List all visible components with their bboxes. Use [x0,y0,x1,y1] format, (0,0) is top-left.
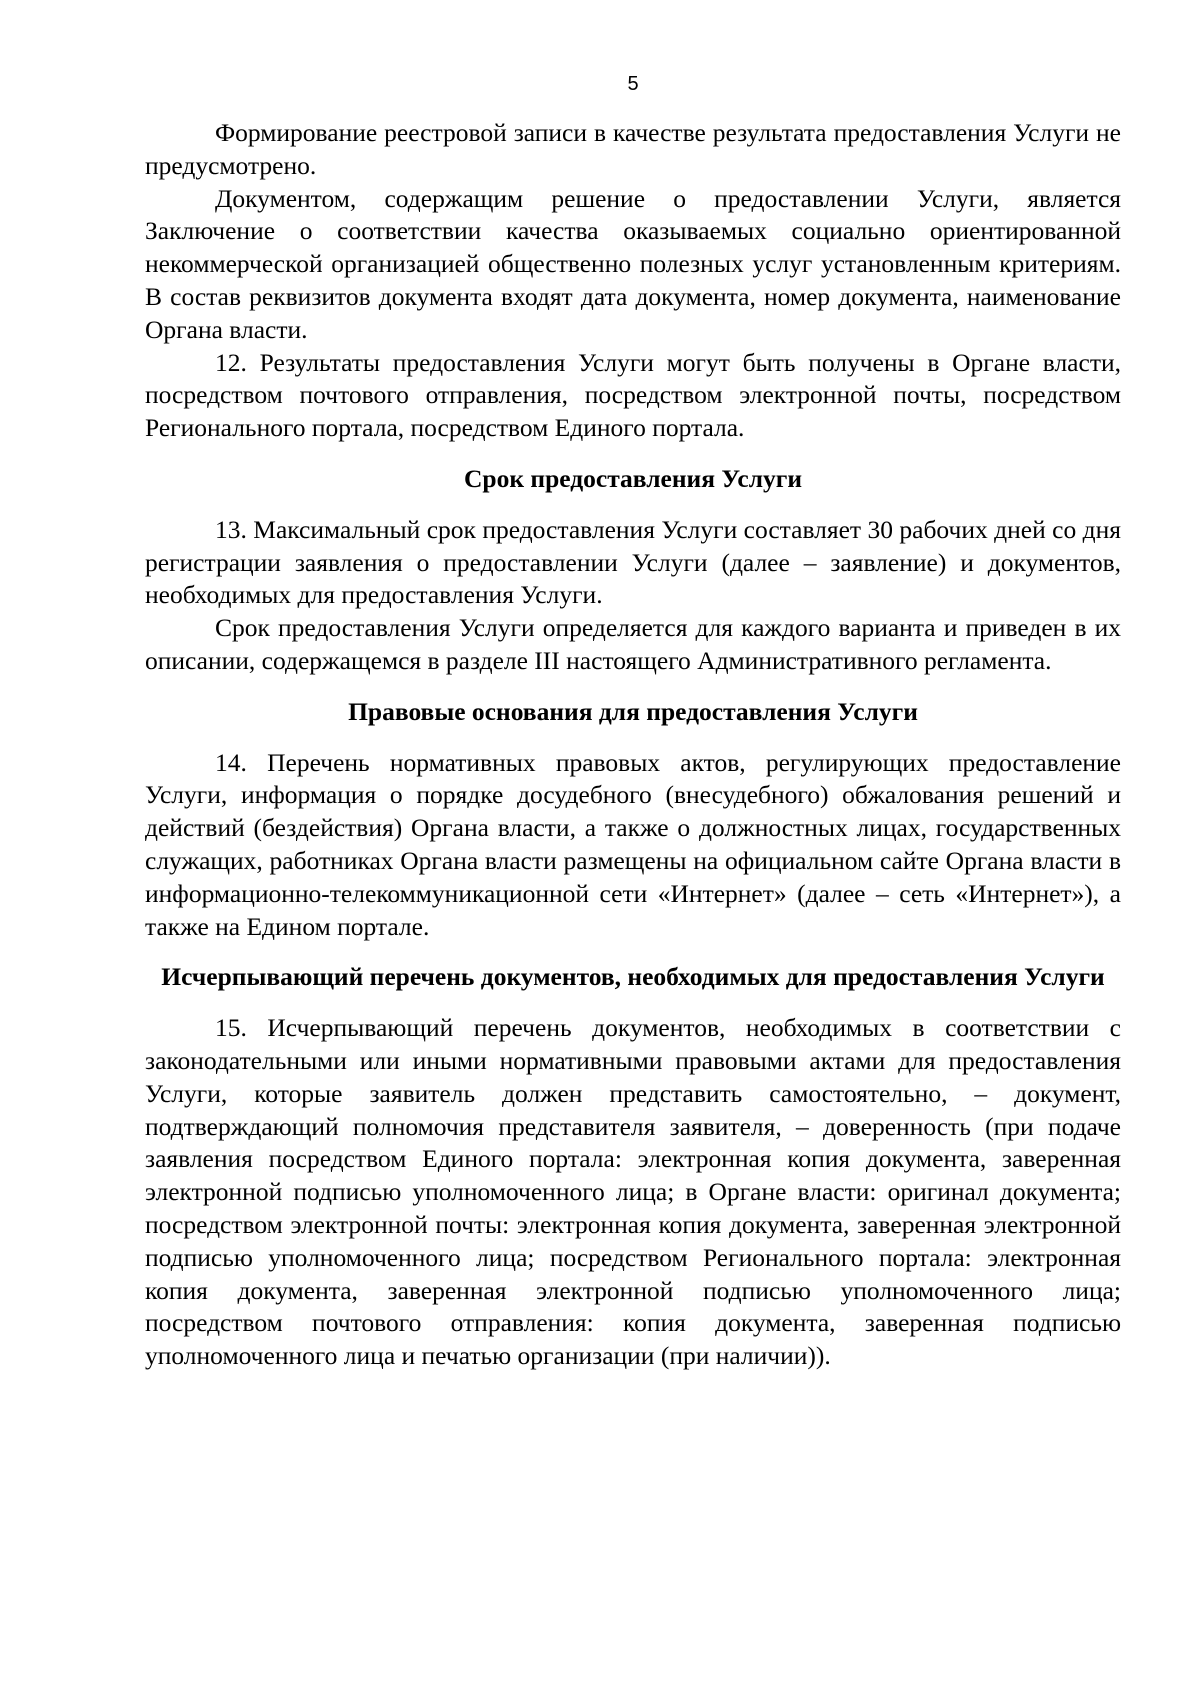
paragraph-registry-record: Формирование реестровой записи в качестве результата предоставления Услуги не предусмотрено. [145,118,1121,180]
paragraph-decision-document: Документом, содержащим решение о предоставлении Услуги, является Заключение о соответствии качества оказываемых социально ориентированной некоммерческой организацией общественно полезных услуг установленным критериям. В состав реквизитов документа входят дата документа, номер документа, наименование Органа власти. [145,183,1121,344]
document-body [145,117,1121,1373]
heading-required-documents: Исчерпывающий перечень документов, необходимых для предоставления Услуги [161,962,1105,992]
paragraph-13-max-term: 13. Максимальный срок предоставления Услуги составляет 30 рабочих дней со дня регистрации заявления о предоставлении Услуги (далее – заявление) и документов, необходимых для предоставления Услуги. [145,514,1121,610]
paragraph-14-legal-acts: 14. Перечень нормативных правовых актов, регулирующих предоставление Услуги, информация о порядке досудебного (внесудебного) обжалования решений и действий (бездействия) Органа власти, а также о должностных лицах, государственных служащих, работниках Органа власти размещены на официальном сайте Органа власти в информационно-телекоммуникационной сети «Интернет» (далее – сеть «Интернет»), а также на Едином портале. [145,747,1121,941]
paragraph-15-document-list: 15. Исчерпывающий перечень документов, необходимых в соответствии с законодательными или иными нормативными правовыми актами для предоставления Услуги, которые заявитель должен представить самостоятельно, – документ, подтверждающий полномочия представителя заявителя, – доверенность (при подаче заявления посредством Единого портала: электронная копия документа, заверенная электронной подписью уполномоченного лица; в Органе власти: оригинал документа; посредством электронной почты: электронная копия документа, заверенная электронной подписью уполномоченного лица; посредством Регионального портала: электронная копия документа, заверенная электронной подписью уполномоченного лица; посредством почтового отправления: копия документа, заверенная подписью уполномоченного лица и печатью организации (при наличии)). [145,1013,1121,1371]
heading-service-term: Срок предоставления Услуги [463,463,803,493]
heading-legal-grounds: Правовые основания для предоставления Услуги [348,696,918,726]
paragraph-term-by-variant: Срок предоставления Услуги определяется для каждого варианта и приведен в их описании, содержащемся в разделе III настоящего Административного регламента. [145,613,1121,675]
page-number: 5 [627,73,639,95]
paragraph-12-results: 12. Результаты предоставления Услуги могут быть получены в Органе власти, посредством почтового отправления, посредством электронной почты, посредством Регионального портала, посредством Единого портала. [145,347,1121,443]
